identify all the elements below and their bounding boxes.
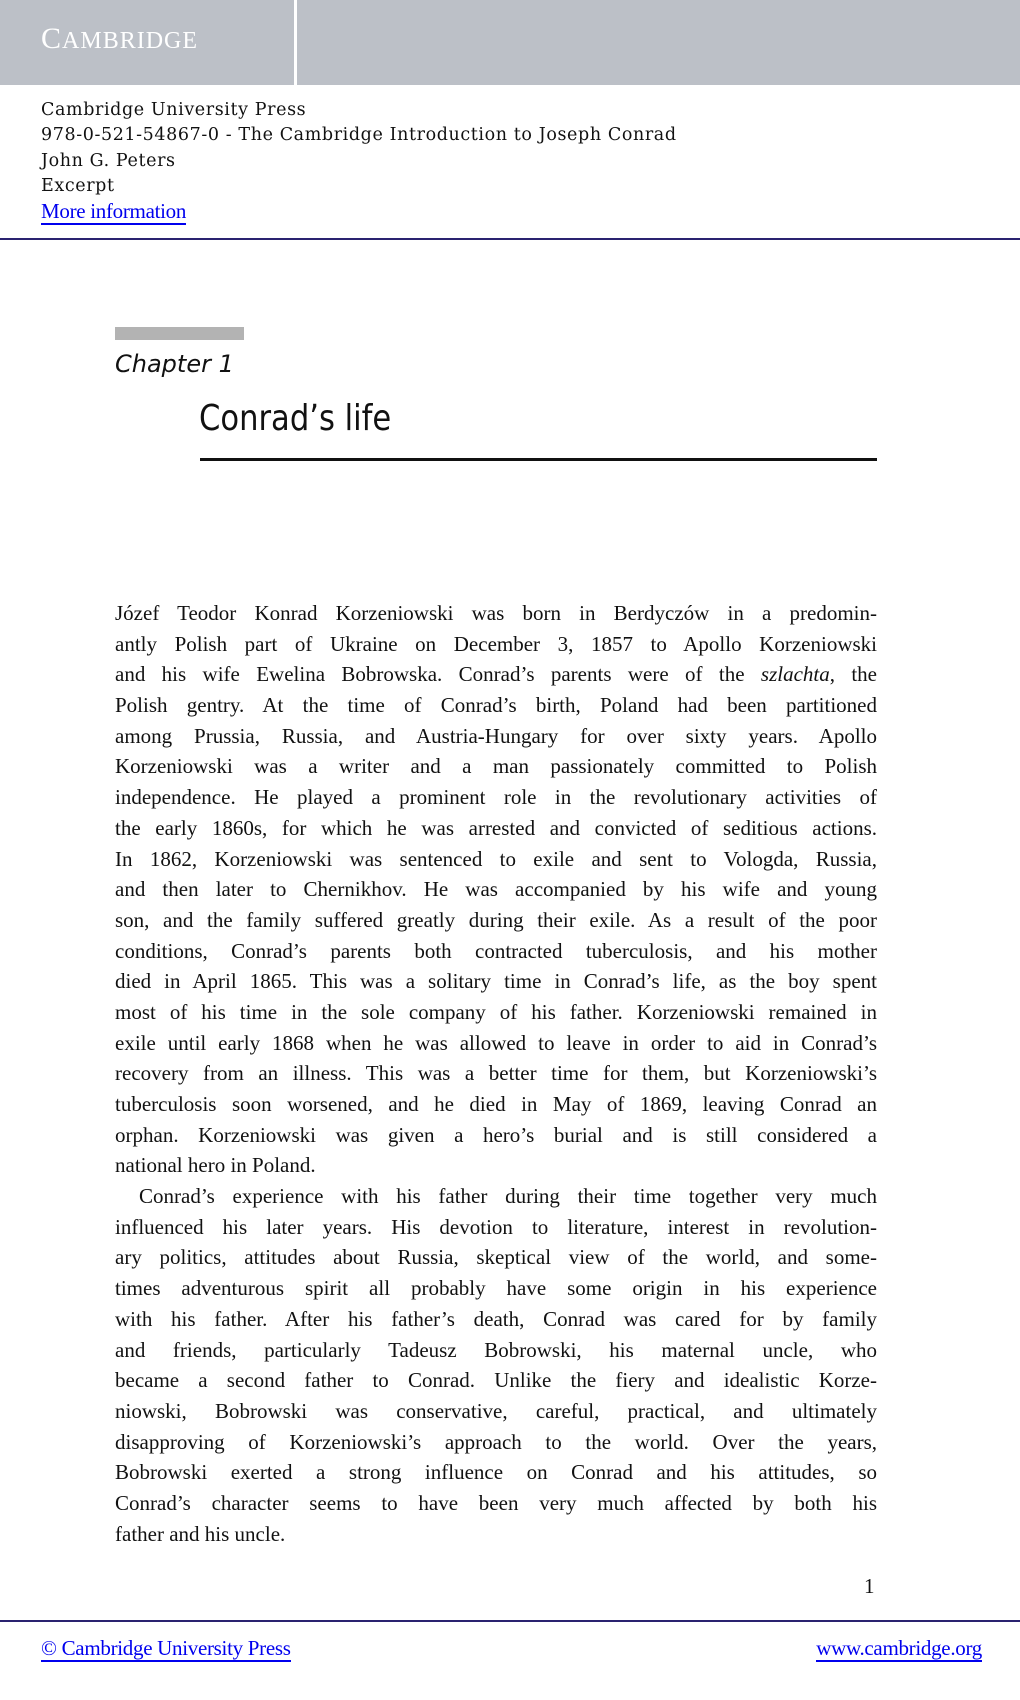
- excerpt-label: Excerpt: [41, 175, 115, 196]
- text-line: Conrad’s character seems to have been very much affected by both his: [115, 1490, 877, 1515]
- author: John G. Peters: [41, 150, 176, 171]
- header-banner: [0, 0, 1020, 85]
- text-line: became a second father to Conrad. Unlike the fiery and idealistic Korze-: [115, 1368, 877, 1393]
- text-line: ary politics, attitudes about Russia, skeptical view of the world, and some-: [115, 1245, 877, 1270]
- header-divider: [294, 0, 297, 85]
- text-line: father and his uncle.: [115, 1521, 286, 1546]
- body-text: [115, 598, 877, 1549]
- chapter-title: Conrad’s life: [199, 398, 392, 439]
- text-line: most of his time in the sole company of his father. Korzeniowski remained in: [115, 999, 877, 1024]
- text-line: Bobrowski exerted a strong influence on Conrad and his attitudes, so: [115, 1460, 877, 1485]
- text-segment: and his wife Ewelina Bobrowska. Conrad’s parents were of the: [115, 662, 761, 687]
- page-number: 1: [864, 1574, 875, 1598]
- chapter-label: Chapter 1: [115, 350, 234, 378]
- copyright-link[interactable]: © Cambridge University Press: [41, 1636, 291, 1660]
- text-segment: , the: [829, 662, 878, 687]
- chapter-bar: [115, 327, 244, 340]
- text-line: died in April 1865. This was a solitary time in Conrad’s life, as the boy spent: [115, 969, 877, 994]
- text-line: influenced his later years. His devotion to literature, interest in revolution-: [115, 1214, 877, 1239]
- text-line: with his father. After his father’s death, Conrad was cared for by family: [115, 1306, 877, 1331]
- footer-rule: [0, 1620, 1020, 1622]
- website-link[interactable]: www.cambridge.org: [816, 1636, 982, 1660]
- header-rule: [0, 238, 1020, 240]
- text-line: conditions, Conrad’s parents both contracted tuberculosis, and his mother: [115, 938, 877, 963]
- italic-term: szlachta: [760, 662, 830, 687]
- text-line: the early 1860s, for which he was arrested and convicted of seditious actions.: [115, 815, 877, 840]
- text-line: and then later to Chernikhov. He was accompanied by his wife and young: [115, 877, 877, 902]
- text-line: son, and the family suffered greatly during their exile. As a result of the poor: [115, 907, 877, 932]
- text-line: disapproving of Korzeniowski’s approach to the world. Over the years,: [115, 1429, 877, 1454]
- isbn-title: 978-0-521-54867-0 - The Cambridge Introduction to Joseph Conrad: [41, 125, 677, 146]
- text-line: national hero in Poland.: [115, 1153, 316, 1178]
- text-line: and friends, particularly Tadeusz Bobrowski, his maternal uncle, who: [115, 1337, 877, 1362]
- text-line: Polish gentry. At the time of Conrad’s birth, Poland had been partitioned: [115, 693, 877, 718]
- text-line: Conrad’s experience with his father during their time together very much: [139, 1184, 877, 1209]
- text-line: exile until early 1868 when he was allowed to leave in order to aid in Conrad’s: [115, 1030, 877, 1055]
- text-line: In 1862, Korzeniowski was sentenced to exile and sent to Vologda, Russia,: [115, 846, 877, 871]
- text-line: independence. He played a prominent role in the revolutionary activities of: [115, 785, 877, 810]
- text-line: among Prussia, Russia, and Austria-Hungary for over sixty years. Apollo: [115, 723, 877, 748]
- text-line: recovery from an illness. This was a better time for them, but Korzeniowski’s: [115, 1061, 877, 1086]
- title-rule: [200, 458, 877, 461]
- publisher: Cambridge University Press: [41, 100, 307, 120]
- text-line: niowski, Bobrowski was conservative, careful, practical, and ultimately: [115, 1398, 877, 1423]
- text-line: times adventurous spirit all probably have some origin in his experience: [115, 1276, 877, 1301]
- cambridge-logo: CAMBRIDGE: [41, 22, 199, 55]
- text-line: orphan. Korzeniowski was given a hero’s burial and is still considered a: [115, 1122, 877, 1147]
- text-line: tuberculosis soon worsened, and he died in May of 1869, leaving Conrad an: [115, 1092, 877, 1116]
- more-information-link[interactable]: More information: [41, 199, 187, 224]
- text-line: antly Polish part of Ukraine on December 3, 1857 to Apollo Korzeniowski: [115, 631, 877, 656]
- book-metadata: [41, 98, 677, 226]
- text-line: [115, 659, 877, 690]
- text-line: Korzeniowski was a writer and a man passionately committed to Polish: [115, 754, 877, 779]
- text-line: Józef Teodor Konrad Korzeniowski was born in Berdyczów in a predomin-: [115, 601, 877, 625]
